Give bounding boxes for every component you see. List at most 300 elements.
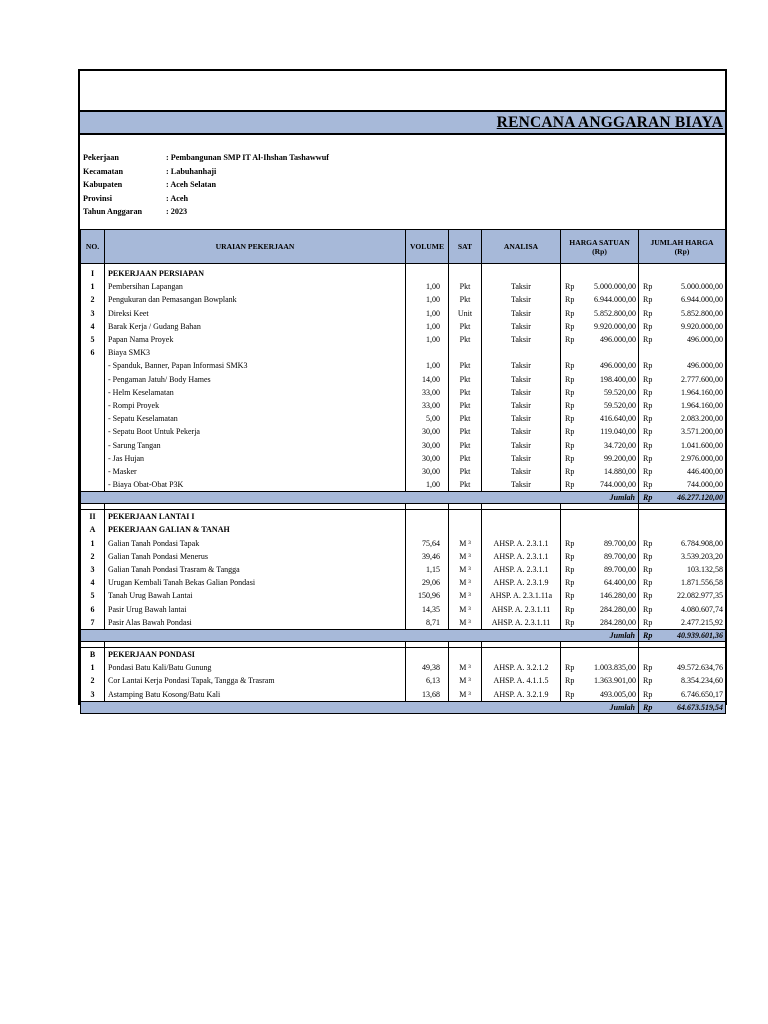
- money-wrap: [563, 441, 636, 450]
- currency-label: Rp: [565, 361, 575, 371]
- money-wrap: [563, 388, 636, 397]
- total-currency: Rp: [643, 630, 653, 640]
- cell-jumlah-harga: [639, 425, 726, 438]
- item-row: [81, 452, 726, 465]
- harga-value: 496.000,00: [600, 335, 636, 345]
- cell-harga-satuan: [561, 359, 639, 372]
- money-wrap: [641, 467, 723, 476]
- header-harga-satuan: [561, 230, 639, 264]
- cell-volume: 150,96: [406, 589, 449, 602]
- jumlah-value: 2.083.200,00: [681, 414, 723, 424]
- total-amount: 46.277.120,00: [677, 493, 723, 503]
- cell-uraian: PEKERJAAN PONDASI: [105, 647, 406, 661]
- item-row: [81, 373, 726, 386]
- cell-volume: 13,68: [406, 687, 449, 701]
- currency-label: Rp: [643, 591, 653, 601]
- cell-uraian: PEKERJAAN PERSIAPAN: [105, 267, 406, 280]
- money-wrap: [563, 361, 636, 370]
- cell-harga-satuan: [561, 647, 639, 661]
- money-wrap: [563, 309, 636, 318]
- harga-value: 5.852.800,00: [594, 308, 636, 318]
- item-row: [81, 425, 726, 438]
- cell-harga-satuan: [561, 674, 639, 687]
- currency-label: Rp: [565, 578, 575, 588]
- item-row: [81, 674, 726, 687]
- cell-analisa: AHSP. A. 2.3.1.9: [482, 576, 561, 589]
- cell-no: 3: [81, 307, 105, 320]
- item-row: [81, 399, 726, 412]
- cell-analisa: AHSP. A. 2.3.1.1: [482, 563, 561, 576]
- money-wrap: [563, 591, 636, 600]
- cell-analisa: [482, 346, 561, 359]
- section-row: [81, 647, 726, 661]
- cell-no: [81, 399, 105, 412]
- cell-analisa: Taksir: [482, 280, 561, 293]
- jumlah-value: 3.571.200,00: [681, 427, 723, 437]
- cell-volume: 1,00: [406, 280, 449, 293]
- item-row: [81, 478, 726, 492]
- cell-volume: 30,00: [406, 438, 449, 451]
- cell-harga-satuan: [561, 576, 639, 589]
- jumlah-value: 2.477.215,92: [681, 617, 723, 627]
- harga-value: 34.720,00: [604, 440, 636, 450]
- cell-jumlah-harga: [639, 293, 726, 306]
- total-currency: Rp: [643, 702, 653, 712]
- harga-value: 6.944.000,00: [594, 295, 636, 305]
- cell-analisa: Taksir: [482, 478, 561, 492]
- total-label: Jumlah: [81, 492, 639, 504]
- cell-sat: Pkt: [449, 333, 482, 346]
- harga-value: 14.880,00: [604, 466, 636, 476]
- cell-sat: Pkt: [449, 320, 482, 333]
- cell-sat: M ³: [449, 563, 482, 576]
- cell-sat: [449, 510, 482, 524]
- harga-value: 5.000.000,00: [594, 282, 636, 292]
- total-label: Jumlah: [81, 701, 639, 713]
- header-uraian: URAIAN PEKERJAAN: [105, 230, 406, 264]
- jumlah-value: 446.400,00: [687, 466, 723, 476]
- table-body: [81, 264, 726, 714]
- money-wrap: [641, 335, 723, 344]
- item-row: [81, 293, 726, 306]
- currency-label: Rp: [643, 387, 653, 397]
- cell-no: 5: [81, 333, 105, 346]
- cell-sat: Pkt: [449, 425, 482, 438]
- total-amount-cell: [639, 629, 726, 641]
- item-row: [81, 412, 726, 425]
- cell-volume: 14,35: [406, 603, 449, 616]
- currency-label: Rp: [643, 295, 653, 305]
- money-wrap: [563, 578, 636, 587]
- cell-jumlah-harga: [639, 603, 726, 616]
- cell-uraian: Barak Kerja / Gudang Bahan: [105, 320, 406, 333]
- cell-harga-satuan: [561, 563, 639, 576]
- item-row: [81, 576, 726, 589]
- harga-value: 59.520,00: [604, 400, 636, 410]
- cell-sat: Pkt: [449, 280, 482, 293]
- jumlah-value: 1.964.160,00: [681, 387, 723, 397]
- money-wrap: [641, 480, 723, 489]
- cell-analisa: AHSP. A. 2.3.1.1: [482, 550, 561, 563]
- item-row: [81, 589, 726, 602]
- harga-value: 284.280,00: [600, 617, 636, 627]
- money-wrap: [563, 401, 636, 410]
- item-row: [81, 346, 726, 359]
- money-wrap: [563, 676, 636, 685]
- currency-label: Rp: [643, 578, 653, 588]
- cell-jumlah-harga: [639, 346, 726, 359]
- cell-sat: Pkt: [449, 399, 482, 412]
- total-amount-wrap: [641, 703, 723, 712]
- cell-uraian: Galian Tanah Pondasi Tapak: [105, 537, 406, 550]
- cell-harga-satuan: [561, 550, 639, 563]
- cost-table: [80, 229, 726, 714]
- money-wrap: [563, 322, 636, 331]
- money-wrap: [641, 676, 723, 685]
- cell-uraian: - Sarung Tangan: [105, 438, 406, 451]
- money-wrap: [641, 690, 723, 699]
- currency-label: Rp: [643, 400, 653, 410]
- currency-label: Rp: [565, 466, 575, 476]
- cell-sat: M ³: [449, 674, 482, 687]
- money-wrap: [563, 375, 636, 384]
- item-row: [81, 465, 726, 478]
- total-amount-cell: [639, 701, 726, 713]
- money-wrap: [563, 605, 636, 614]
- cell-no: [81, 478, 105, 492]
- header-jumlah-harga-line2: (Rp): [674, 246, 690, 256]
- cell-no: 4: [81, 320, 105, 333]
- cell-harga-satuan: [561, 661, 639, 674]
- jumlah-value: 2.976.000,00: [681, 453, 723, 463]
- header-harga-satuan-line1: HARGA SATUAN: [569, 237, 630, 247]
- harga-value: 146.280,00: [600, 591, 636, 601]
- cell-harga-satuan: [561, 346, 639, 359]
- cell-uraian: Pondasi Batu Kali/Batu Gunung: [105, 661, 406, 674]
- cell-sat: Pkt: [449, 438, 482, 451]
- currency-label: Rp: [643, 440, 653, 450]
- table-header-row: [81, 230, 726, 264]
- title-band: [80, 110, 725, 135]
- info-value: : Pembangunan SMP IT Al-Ihshan Tashawwuf: [166, 153, 329, 162]
- cell-analisa: Taksir: [482, 386, 561, 399]
- jumlah-value: 6.784.908,00: [681, 538, 723, 548]
- cell-sat: Pkt: [449, 478, 482, 492]
- money-wrap: [563, 467, 636, 476]
- cell-uraian: - Rompi Proyek: [105, 399, 406, 412]
- info-row: [83, 178, 329, 192]
- cell-no: [81, 465, 105, 478]
- info-row: [83, 165, 329, 179]
- cell-jumlah-harga: [639, 563, 726, 576]
- jumlah-value: 3.539.203,20: [681, 551, 723, 561]
- jumlah-value: 22.082.977,35: [677, 591, 723, 601]
- cell-no: II: [81, 510, 105, 524]
- cell-sat: Pkt: [449, 293, 482, 306]
- cell-harga-satuan: [561, 603, 639, 616]
- total-amount: 64.673.519,54: [677, 702, 723, 712]
- money-wrap: [641, 295, 723, 304]
- cell-no: [81, 412, 105, 425]
- cell-no: [81, 386, 105, 399]
- cell-analisa: Taksir: [482, 359, 561, 372]
- cell-jumlah-harga: [639, 386, 726, 399]
- jumlah-value: 1.964.160,00: [681, 400, 723, 410]
- info-value: : Aceh: [166, 193, 189, 203]
- cell-harga-satuan: [561, 589, 639, 602]
- cell-jumlah-harga: [639, 523, 726, 536]
- cell-jumlah-harga: [639, 687, 726, 701]
- currency-label: Rp: [565, 308, 575, 318]
- cell-jumlah-harga: [639, 373, 726, 386]
- cell-jumlah-harga: [639, 320, 726, 333]
- cell-uraian: Galian Tanah Pondasi Menerus: [105, 550, 406, 563]
- currency-label: Rp: [643, 676, 653, 686]
- cell-analisa: [482, 267, 561, 280]
- header-no: NO.: [81, 230, 105, 264]
- cell-analisa: Taksir: [482, 307, 561, 320]
- jumlah-value: 6.944.000,00: [681, 295, 723, 305]
- money-wrap: [641, 427, 723, 436]
- cell-volume: 5,00: [406, 412, 449, 425]
- money-wrap: [641, 618, 723, 627]
- money-wrap: [563, 282, 636, 291]
- harga-value: 1.003.835,00: [594, 663, 636, 673]
- harga-value: 284.280,00: [600, 604, 636, 614]
- total-label: Jumlah: [81, 629, 639, 641]
- cell-analisa: Taksir: [482, 452, 561, 465]
- cell-volume: 75,64: [406, 537, 449, 550]
- money-wrap: [641, 375, 723, 384]
- money-wrap: [563, 552, 636, 561]
- jumlah-value: 2.777.600,00: [681, 374, 723, 384]
- cell-volume: 14,00: [406, 373, 449, 386]
- currency-label: Rp: [565, 551, 575, 561]
- cell-analisa: AHSP. A. 2.3.1.11a: [482, 589, 561, 602]
- cell-jumlah-harga: [639, 647, 726, 661]
- cell-jumlah-harga: [639, 267, 726, 280]
- cell-volume: 1,00: [406, 333, 449, 346]
- cell-sat: M ³: [449, 616, 482, 630]
- money-wrap: [563, 427, 636, 436]
- jumlah-value: 4.080.607,74: [681, 604, 723, 614]
- cell-uraian: Papan Nama Proyek: [105, 333, 406, 346]
- cell-analisa: AHSP. A. 3.2.1.2: [482, 661, 561, 674]
- cell-uraian: - Sepatu Boot Untuk Pekerja: [105, 425, 406, 438]
- jumlah-value: 5.852.800,00: [681, 308, 723, 318]
- cell-uraian: Cor Lantai Kerja Pondasi Tapak, Tangga & Trasram: [105, 674, 406, 687]
- item-row: [81, 280, 726, 293]
- currency-label: Rp: [643, 480, 653, 490]
- harga-value: 416.640,00: [600, 414, 636, 424]
- currency-label: Rp: [565, 565, 575, 575]
- cell-jumlah-harga: [639, 359, 726, 372]
- info-key: Pekerjaan: [83, 153, 119, 162]
- info-value: : 2023: [166, 207, 188, 217]
- cell-sat: Pkt: [449, 465, 482, 478]
- money-wrap: [641, 605, 723, 614]
- cell-no: 6: [81, 346, 105, 359]
- cell-volume: 33,00: [406, 399, 449, 412]
- info-value: : Aceh Selatan: [166, 180, 217, 190]
- cell-harga-satuan: [561, 320, 639, 333]
- cell-volume: 1,00: [406, 478, 449, 492]
- cell-volume: [406, 523, 449, 536]
- jumlah-value: 1.041.600,00: [681, 440, 723, 450]
- page-title: RENCANA ANGGARAN BIAYA: [496, 114, 723, 131]
- cell-uraian: Galian Tanah Pondasi Trasram & Tangga: [105, 563, 406, 576]
- rab-sheet: [78, 69, 727, 712]
- info-key: Tahun Anggaran: [83, 207, 143, 217]
- cell-jumlah-harga: [639, 399, 726, 412]
- cell-analisa: [482, 510, 561, 524]
- currency-label: Rp: [565, 689, 575, 699]
- jumlah-value: 6.746.650,17: [681, 689, 723, 699]
- cell-harga-satuan: [561, 537, 639, 550]
- cell-no: [81, 452, 105, 465]
- cell-volume: 30,00: [406, 452, 449, 465]
- currency-label: Rp: [643, 361, 653, 371]
- cell-sat: [449, 523, 482, 536]
- money-wrap: [641, 309, 723, 318]
- cell-analisa: AHSP. A. 4.1.1.5: [482, 674, 561, 687]
- cell-analisa: AHSP. A. 3.2.1.9: [482, 687, 561, 701]
- cell-analisa: Taksir: [482, 425, 561, 438]
- cell-harga-satuan: [561, 399, 639, 412]
- cell-volume: 1,00: [406, 293, 449, 306]
- cell-no: [81, 438, 105, 451]
- cell-uraian: - Masker: [105, 465, 406, 478]
- cell-harga-satuan: [561, 307, 639, 320]
- total-amount-cell: [639, 492, 726, 504]
- cell-harga-satuan: [561, 386, 639, 399]
- cell-uraian: Pasir Urug Bawah lantai: [105, 603, 406, 616]
- cell-jumlah-harga: [639, 333, 726, 346]
- currency-label: Rp: [643, 565, 653, 575]
- cell-no: 7: [81, 616, 105, 630]
- currency-label: Rp: [565, 335, 575, 345]
- money-wrap: [641, 414, 723, 423]
- cell-sat: M ³: [449, 576, 482, 589]
- cell-sat: [449, 267, 482, 280]
- harga-value: 496.000,00: [600, 361, 636, 371]
- total-row: [81, 629, 726, 641]
- cell-sat: M ³: [449, 589, 482, 602]
- cell-analisa: Taksir: [482, 465, 561, 478]
- jumlah-value: 8.354.234,60: [681, 676, 723, 686]
- total-amount-wrap: [641, 493, 723, 502]
- cell-harga-satuan: [561, 465, 639, 478]
- money-wrap: [563, 618, 636, 627]
- cell-jumlah-harga: [639, 576, 726, 589]
- currency-label: Rp: [565, 282, 575, 292]
- cell-harga-satuan: [561, 687, 639, 701]
- cell-no: 6: [81, 603, 105, 616]
- section-row: [81, 267, 726, 280]
- cell-jumlah-harga: [639, 438, 726, 451]
- item-row: [81, 320, 726, 333]
- cell-uraian: Biaya SMK3: [105, 346, 406, 359]
- currency-label: Rp: [565, 427, 575, 437]
- cell-sat: Pkt: [449, 452, 482, 465]
- jumlah-value: 744.000,00: [687, 480, 723, 490]
- cell-harga-satuan: [561, 267, 639, 280]
- item-row: [81, 603, 726, 616]
- cell-jumlah-harga: [639, 616, 726, 630]
- cell-jumlah-harga: [639, 589, 726, 602]
- money-wrap: [563, 565, 636, 574]
- cell-jumlah-harga: [639, 465, 726, 478]
- currency-label: Rp: [565, 374, 575, 384]
- cell-volume: 1,00: [406, 307, 449, 320]
- item-row: [81, 438, 726, 451]
- money-wrap: [641, 441, 723, 450]
- currency-label: Rp: [565, 321, 575, 331]
- currency-label: Rp: [643, 617, 653, 627]
- money-wrap: [641, 388, 723, 397]
- cell-no: 1: [81, 661, 105, 674]
- harga-value: 99.200,00: [604, 453, 636, 463]
- cell-no: [81, 359, 105, 372]
- cell-sat: Pkt: [449, 373, 482, 386]
- cell-analisa: AHSP. A. 2.3.1.1: [482, 537, 561, 550]
- currency-label: Rp: [643, 427, 653, 437]
- currency-label: Rp: [643, 663, 653, 673]
- cell-uraian: - Biaya Obat-Obat P3K: [105, 478, 406, 492]
- cell-sat: M ³: [449, 687, 482, 701]
- currency-label: Rp: [643, 453, 653, 463]
- cell-analisa: Taksir: [482, 293, 561, 306]
- cell-uraian: Pasir Alas Bawah Pondasi: [105, 616, 406, 630]
- cell-harga-satuan: [561, 616, 639, 630]
- cell-uraian: - Spanduk, Banner, Papan Informasi SMK3: [105, 359, 406, 372]
- total-currency: Rp: [643, 493, 653, 503]
- cell-harga-satuan: [561, 478, 639, 492]
- currency-label: Rp: [565, 538, 575, 548]
- info-row: [83, 151, 329, 165]
- cell-volume: 30,00: [406, 465, 449, 478]
- harga-value: 89.700,00: [604, 538, 636, 548]
- cell-jumlah-harga: [639, 674, 726, 687]
- cell-harga-satuan: [561, 523, 639, 536]
- header-harga-satuan-line2: (Rp): [592, 246, 607, 256]
- harga-value: 9.920.000,00: [594, 321, 636, 331]
- currency-label: Rp: [643, 604, 653, 614]
- cell-volume: [406, 510, 449, 524]
- money-wrap: [563, 335, 636, 344]
- section-row: [81, 523, 726, 536]
- currency-label: Rp: [643, 414, 653, 424]
- currency-label: Rp: [643, 551, 653, 561]
- cell-sat: [449, 346, 482, 359]
- cell-sat: [449, 647, 482, 661]
- item-row: [81, 359, 726, 372]
- currency-label: Rp: [643, 689, 653, 699]
- cell-harga-satuan: [561, 373, 639, 386]
- header-sat: SAT: [449, 230, 482, 264]
- cell-analisa: Taksir: [482, 373, 561, 386]
- cell-uraian: - Sepatu Keselamatan: [105, 412, 406, 425]
- cell-jumlah-harga: [639, 452, 726, 465]
- cell-sat: Pkt: [449, 359, 482, 372]
- cell-sat: M ³: [449, 550, 482, 563]
- jumlah-value: 496.000,00: [687, 335, 723, 345]
- info-value: : Labuhanhaji: [166, 166, 217, 176]
- cell-uraian: Pembersihan Lapangan: [105, 280, 406, 293]
- total-row: [81, 701, 726, 713]
- cell-uraian: PEKERJAAN LANTAI I: [105, 510, 406, 524]
- cell-analisa: Taksir: [482, 412, 561, 425]
